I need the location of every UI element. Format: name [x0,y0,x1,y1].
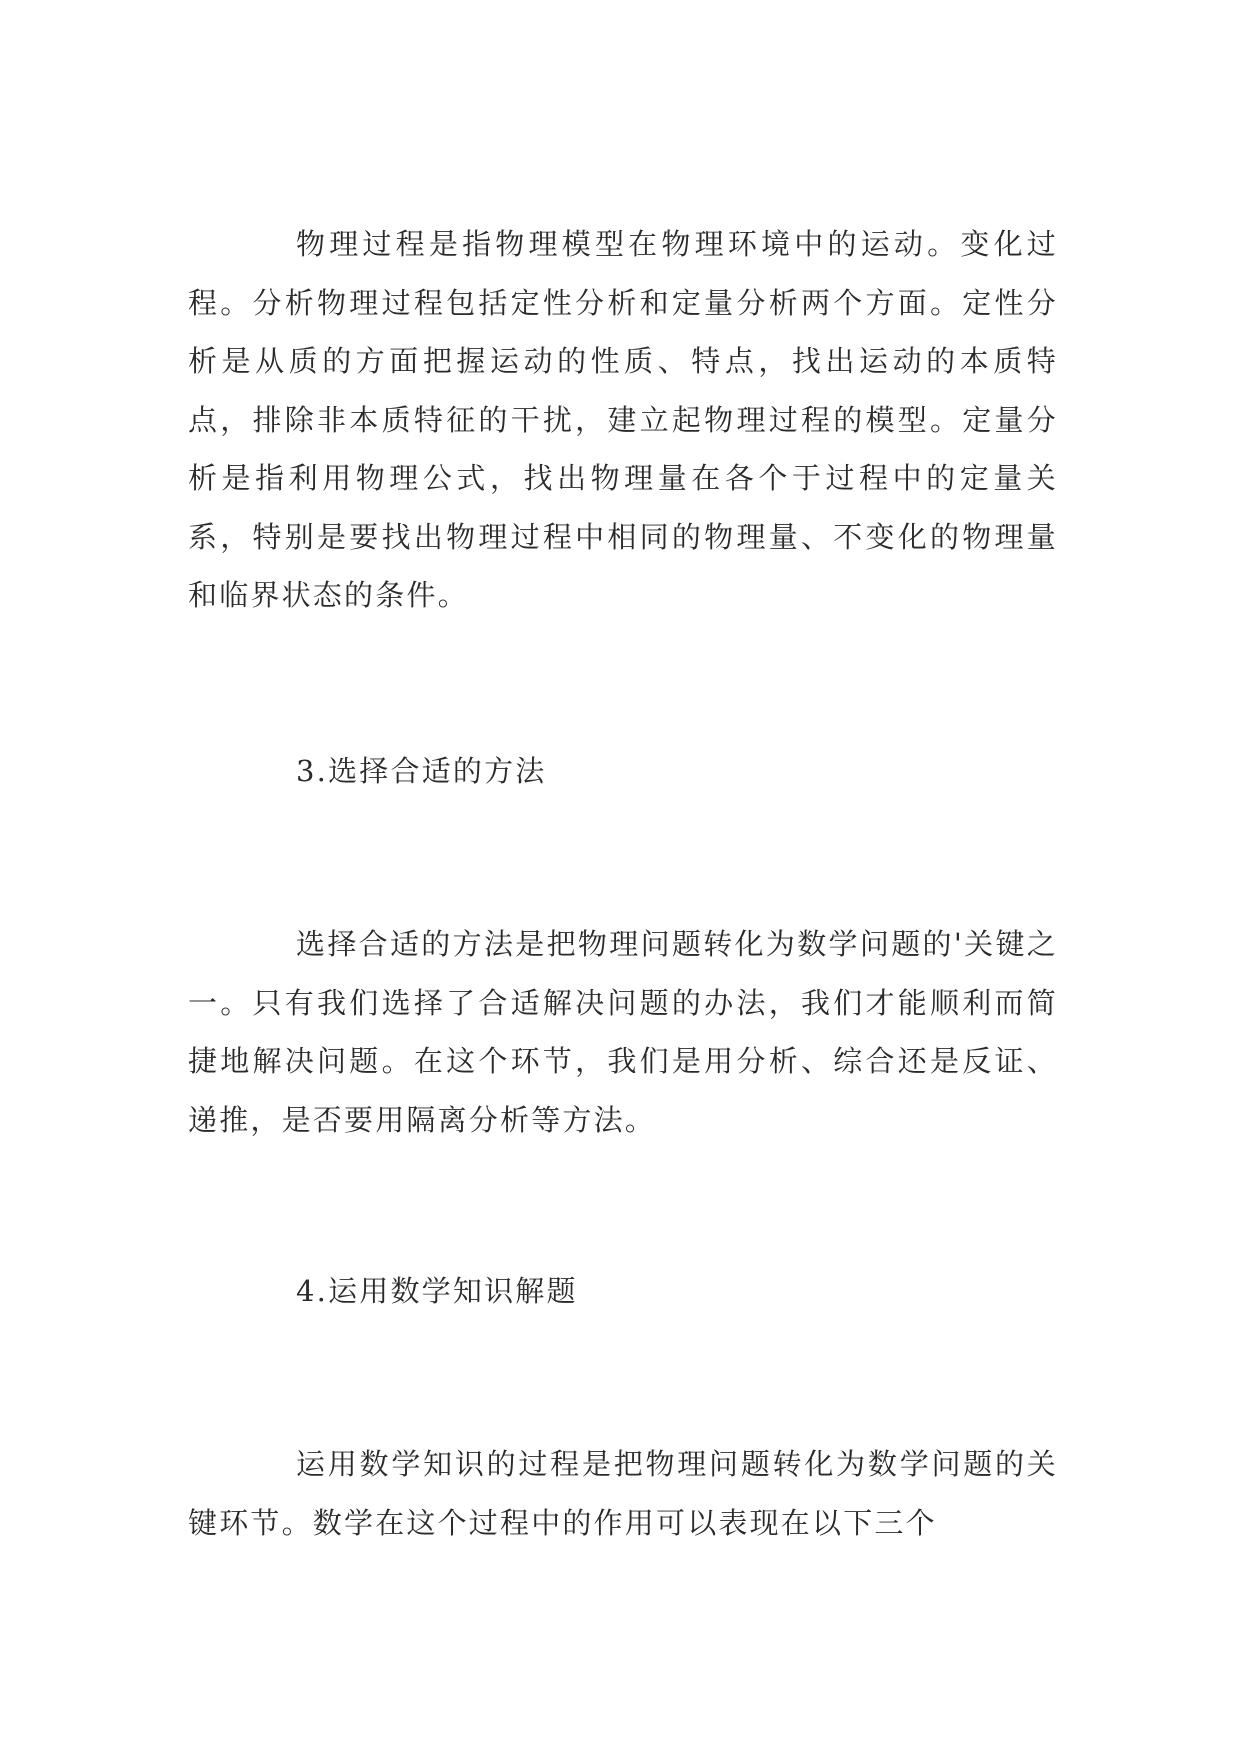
paragraph-choose-method: 选择合适的方法是把物理问题转化为数学问题的'关键之一。只有我们选择了合适解决问题的办法，我们才能顺利而简捷地解决问题。在这个环节，我们是用分析、综合还是反证、递推，是否要用隔离分析等方法。 [188,927,1058,1137]
section-heading-4: 4.运用数学知识解题 [296,1274,578,1308]
section-heading-3: 3.选择合适的方法 [296,754,547,788]
paragraph-apply-math: 运用数学知识的过程是把物理问题转化为数学问题的关键环节。数学在这个过程中的作用可以表现在以下三个 [188,1447,1058,1540]
paragraph-physical-process: 物理过程是指物理模型在物理环境中的运动。变化过程。分析物理过程包括定性分析和定量分析两个方面。定性分析是从质的方面把握运动的性质、特点，找出运动的本质特点，排除非本质特征的干扰，建立起物理过程的模型。定量分析是指利用物理公式，找出物理量在各个于过程中的定量关系，特别是要找出物理过程中相同的物理量、不变化的物理量和临界状态的条件。 [188,227,1058,612]
